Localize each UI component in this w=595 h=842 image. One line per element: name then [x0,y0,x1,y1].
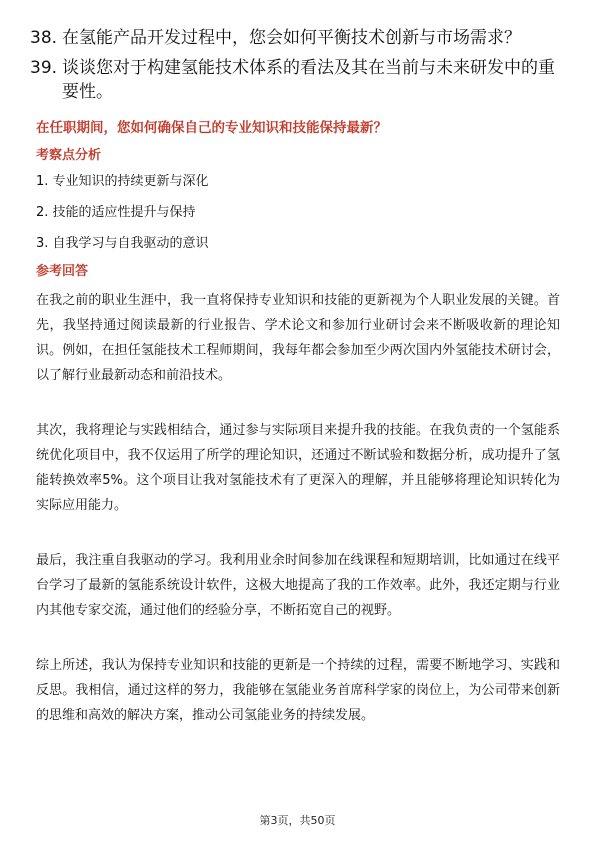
question-list [30,26,570,104]
answer-body [36,288,560,758]
list-item [30,26,570,50]
analysis-point: 1. 专业知识的持续更新与深化 [36,174,209,189]
answer-paragraph: 在我之前的职业生涯中，我一直将保持专业知识和技能的更新视为个人职业发展的关键。首先，我坚持通过阅读最新的行业报告、学术论文和参加行业研讨会来不断吸收新的理论知识。例如，在担任氢能技术工程师期间，我每年都会参加至少两次国内外氢能技术研讨会，以了解行业最新动态和前沿技术。 [36,293,560,383]
page-footer: 第3页，共50页 [259,814,336,827]
answer-paragraph: 最后，我注重自我驱动的学习。我利用业余时间参加在线课程和短期培训，比如通过在线平台学习了最新的氢能系统设计软件，这极大地提高了我的工作效率。此外，我还定期与行业内其他专家交流，通过他们的经验分享，不断拓宽自己的视野。 [36,553,560,618]
answer-paragraph: 其次，我将理论与实践相结合，通过参与实际项目来提升我的技能。在我负责的一个氢能系统优化项目中，我不仅运用了所学的理论知识，还通过不断试验和数据分析，成功提升了氢能转换效率5%。这个项目让我对氢能技术有了更深入的理解，并且能够将理论知识转化为实际应用能力。 [36,423,560,513]
analysis-heading: 考察点分析 [36,148,102,163]
question-number: 39. [30,58,58,78]
question-number: 38. [30,28,58,48]
question-title: 在任职期间，您如何确保自己的专业知识和技能保持最新？ [36,120,387,136]
list-item [30,56,570,104]
analysis-point: 2. 技能的适应性提升与保持 [36,205,196,220]
answer-heading: 参考回答 [36,264,89,279]
question-text: 在氢能产品开发过程中，您会如何平衡技术创新与市场需求？ [62,28,521,48]
analysis-points [36,172,556,265]
answer-paragraph: 综上所述，我认为保持专业知识和技能的更新是一个持续的过程，需要不断地学习、实践和反思。我相信，通过这样的努力，我能够在氢能业务首席科学家的岗位上，为公司带来创新的思维和高效的解决方案，推动公司氢能业务的持续发展。 [36,658,560,723]
question-text: 谈谈您对于构建氢能技术体系的看法及其在当前与未来研发中的重要性。 [62,58,555,102]
analysis-point: 3. 自我学习与自我驱动的意识 [36,236,209,251]
